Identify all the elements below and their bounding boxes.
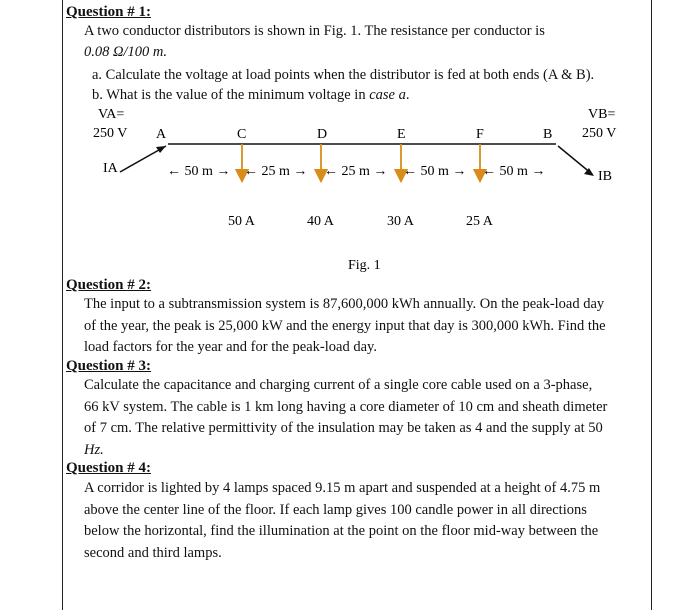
question-1-part-a: a. Calculate the voltage at load points when the distributor is fed at both ends (A & B). [92,67,595,83]
node-f: F [476,127,484,142]
vb-label: VB= [588,107,616,122]
feeder-b-line [558,146,592,174]
load-d-value: 40 A [307,214,334,229]
ia-label: IA [103,161,118,176]
question-1-text-line1: A two conductor distributors is shown in Fig. 1. The resistance per conductor is [84,23,545,39]
part-b-text: b. What is the value of the minimum voltage in [92,87,370,103]
resistance-value: 0.08 Ω/100 m. [84,44,167,60]
segment-ac: ← 50 m → [167,164,231,179]
ib-label: IB [598,169,612,184]
va-label: VA= [98,107,125,122]
question-2-line: The input to a subtransmission system is 87,600,000 kWh annually. On the peak-load day [84,296,605,312]
question-1-heading: Question # 1: [66,4,152,20]
node-c: C [237,127,247,142]
node-b: B [543,127,553,142]
figure-1-distributor-diagram [0,100,700,280]
question-3-line: of 7 cm. The relative permittivity of the insulation may be taken as 4 and the supply at 50 [84,420,603,436]
question-4-heading: Question # 4: [66,460,152,476]
node-e: E [397,127,406,142]
load-e-value: 30 A [387,214,414,229]
question-2-heading: Question # 2: [66,277,152,293]
load-f-value: 25 A [466,214,493,229]
left-border [62,0,63,610]
question-2-line: load factors for the year and for the peak-load day. [84,339,377,355]
question-4-line: below the horizontal, find the illumination at the point on the floor mid-way between the [84,523,599,539]
vb-value: 250 V [582,126,617,141]
segment-fb: ← 50 m → [482,164,546,179]
segment-cd: ← 25 m → [244,164,308,179]
segment-ef: ← 50 m → [403,164,467,179]
question-4-line: A corridor is lighted by 4 lamps spaced 9.15 m apart and suspended at a height of 4.75 m [84,480,601,496]
load-c-value: 50 A [228,214,255,229]
question-3-line: Hz. [84,441,104,458]
question-3-line: 66 kV system. The cable is 1 km long having a core diameter of 10 cm and sheath dimeter [84,398,608,415]
node-d: D [317,127,328,142]
question-3-heading: Question # 3: [66,358,152,374]
figure-caption: Fig. 1 [348,258,381,273]
question-4-line: second and third lamps. [84,544,222,561]
question-4-text [84,478,644,564]
question-2-line: of the year, the peak is 25,000 kW and the energy input that day is 300,000 kWh. Find the [84,317,606,334]
node-a: A [156,127,167,142]
question-4-line: above the center line of the floor. If each lamp gives 100 candle power in all directions [84,501,587,518]
question-2-text [84,294,644,359]
right-border [651,0,652,610]
va-value: 250 V [93,126,128,141]
segment-de: ← 25 m → [324,164,388,179]
question-1-text-line2 [84,42,644,64]
part-b-case: case a [369,87,406,103]
part-b-end: . [405,87,410,103]
question-3-text [84,375,644,461]
question-3-line: Calculate the capacitance and charging current of a single core cable used on a 3-phase, [84,377,593,393]
